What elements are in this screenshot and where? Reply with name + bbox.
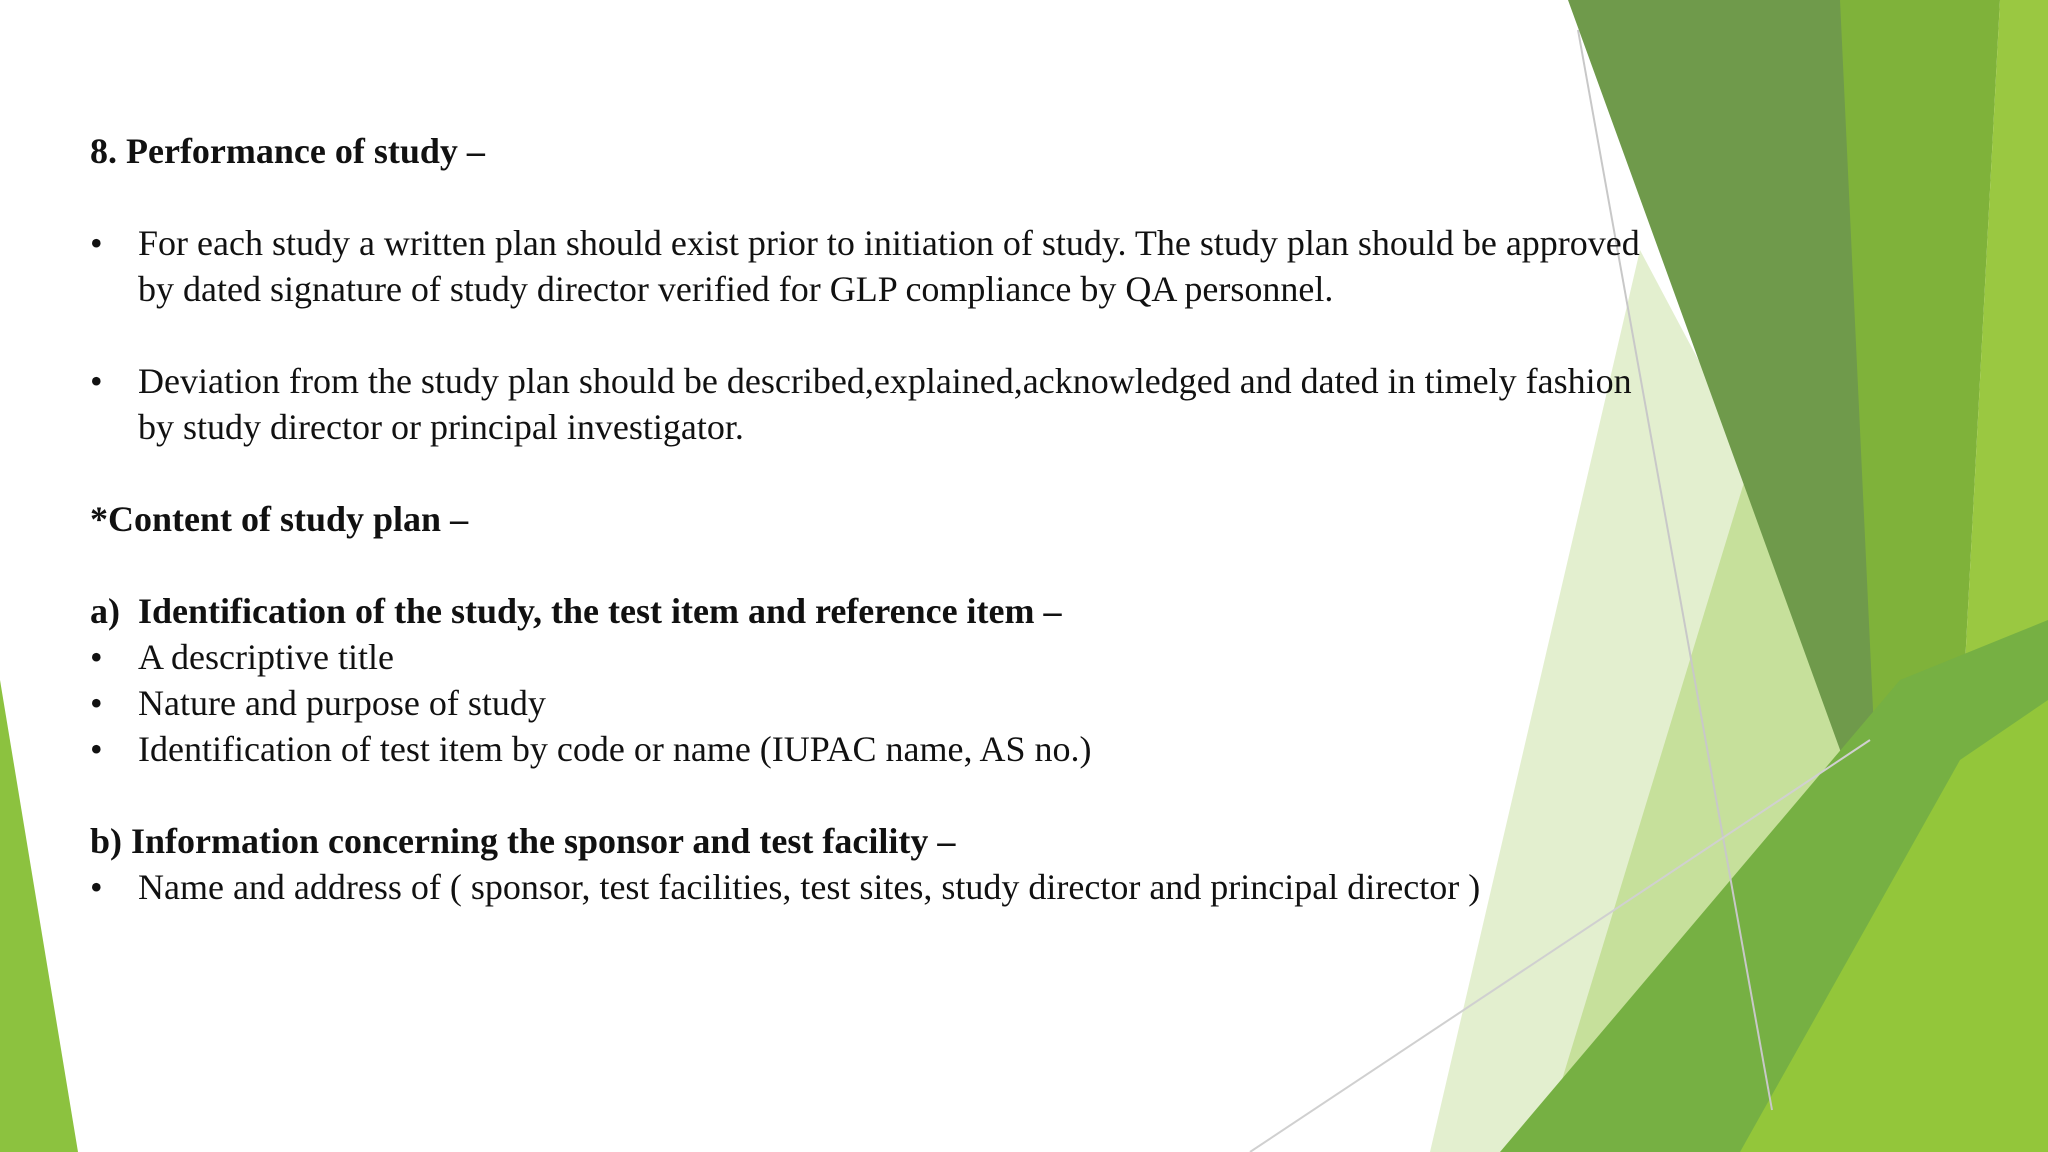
- part-b-heading: b) Information concerning the sponsor and test facility –: [90, 821, 956, 861]
- intro-bullet-text: For each study a written plan should exist prior to initiation of study. The study plan should be approved by dated signature of study director verified for GLP compliance by QA personnel.: [138, 223, 1640, 309]
- intro-bullet-text: Deviation from the study plan should be described,explained,acknowledged and dated in timely fashion by study director or principal investigator.: [138, 361, 1632, 447]
- bullet-dot: •: [90, 223, 103, 263]
- part-b-item: [90, 864, 1650, 910]
- bullet-dot: •: [90, 683, 103, 723]
- bullet-dot: •: [90, 361, 103, 401]
- slide-content: [90, 128, 1650, 910]
- spacer: [90, 312, 1650, 358]
- part-b-item-text: Name and address of ( sponsor, test facilities, test sites, study director and principal director ): [138, 867, 1481, 907]
- spacer: [90, 772, 1650, 818]
- intro-bullet: [90, 220, 1650, 312]
- part-a-item-text: A descriptive title: [138, 637, 394, 677]
- content-title: *Content of study plan –: [90, 499, 469, 539]
- bullet-dot: •: [90, 637, 103, 677]
- part-a-title: Identification of the study, the test item and reference item –: [138, 591, 1062, 631]
- part-a-label: a): [90, 591, 120, 631]
- intro-bullet: [90, 358, 1650, 450]
- part-a-item-text: Identification of test item by code or name (IUPAC name, AS no.): [138, 729, 1092, 769]
- left-green-shape: [0, 680, 78, 1152]
- part-a-item-text: Nature and purpose of study: [138, 683, 546, 723]
- part-a-heading: [90, 588, 1650, 634]
- spacer: [90, 542, 1650, 588]
- part-a-item: [90, 726, 1650, 772]
- spacer: [90, 174, 1650, 220]
- spacer: [90, 450, 1650, 496]
- part-a-item: [90, 634, 1650, 680]
- part-a-item: [90, 680, 1650, 726]
- bullet-dot: •: [90, 729, 103, 769]
- section-title: 8. Performance of study –: [90, 131, 485, 171]
- bullet-dot: •: [90, 867, 103, 907]
